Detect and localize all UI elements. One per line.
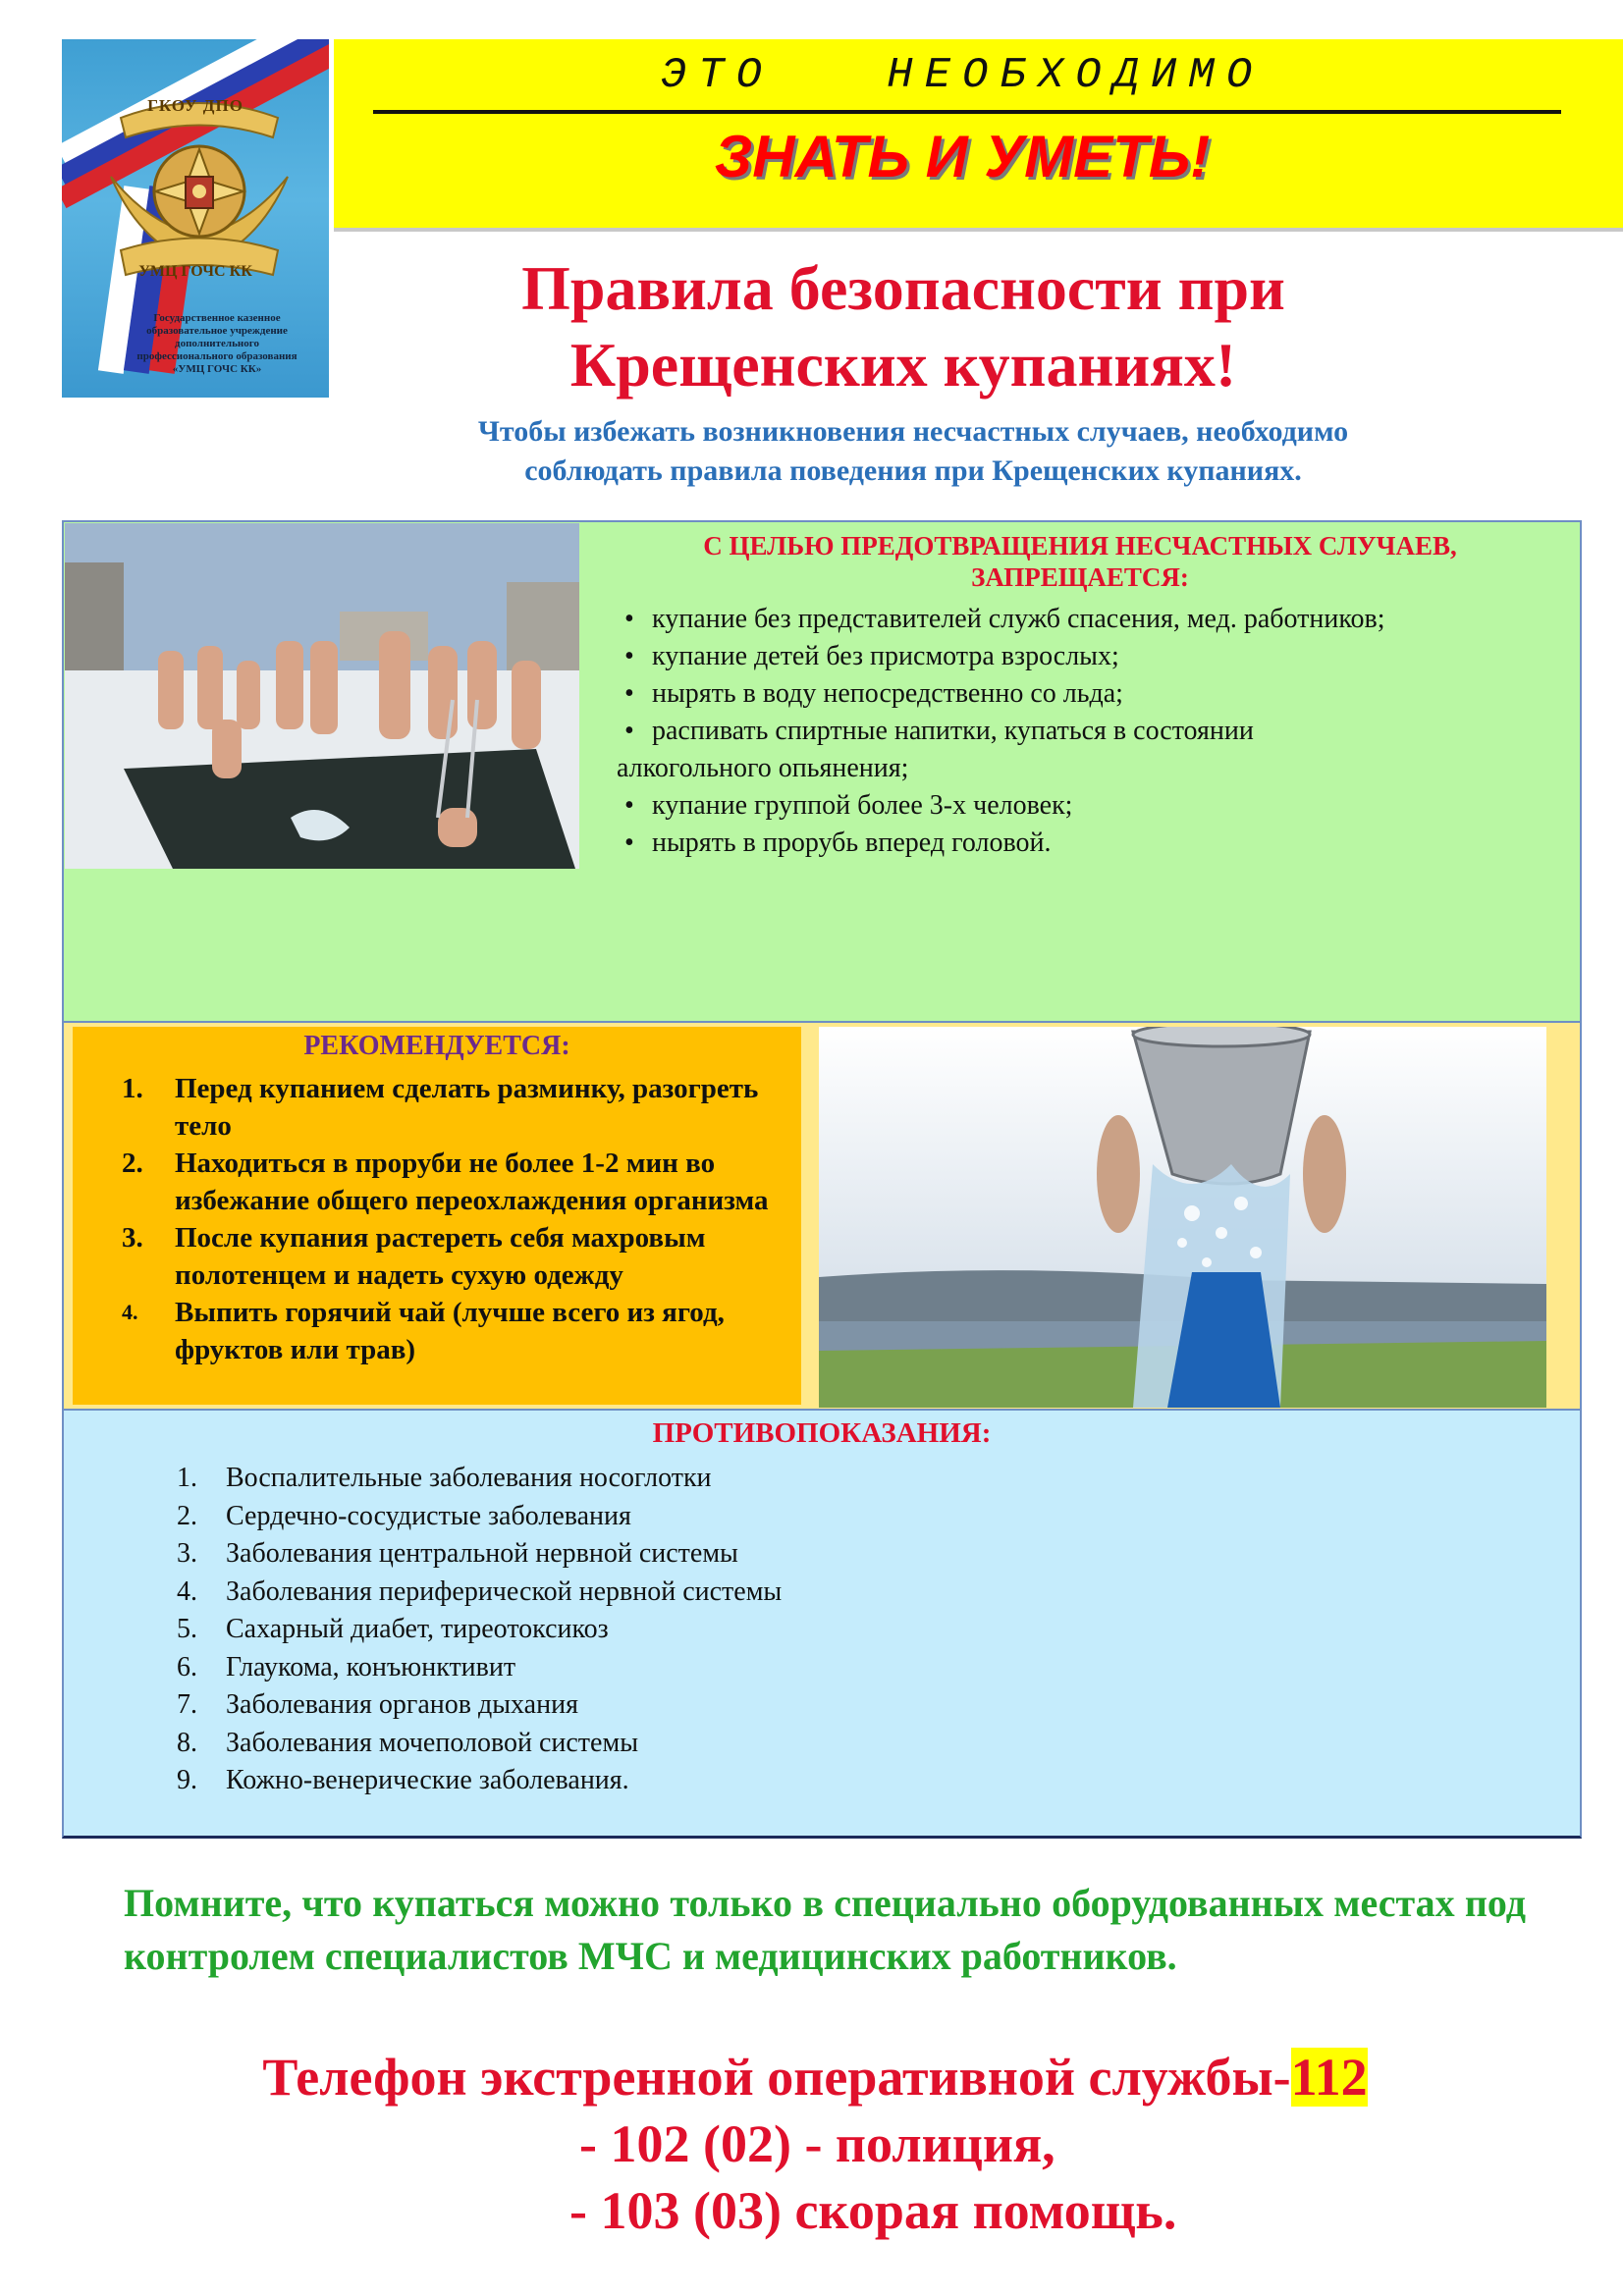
recommended-title: РЕКОМЕНДУЕТСЯ: [303,1031,570,1061]
list-item [177,1574,1453,1612]
contraindication-item: Сахарный диабет, тиреотоксикоз [226,1614,609,1644]
subtitle-line2: соблюдать правила поведения при Крещенских купаниях. [524,454,1302,487]
prohibited-item-2: купание детей без присмотра взрослых; [652,641,1119,671]
ambulance-phone: - 103 (03) скорая помощь. [569,2181,1177,2240]
prohibited-item-4-cont: алкогольного опьянения; [617,753,909,783]
list-number: 5. [177,1614,197,1644]
prohibited-list [617,601,1559,862]
bucket-pour-photo [819,1027,1546,1408]
recommended-item-2: Находиться в проруби не более 1-2 мин во избежание общего переохлаждения организма [175,1148,769,1216]
list-number: 2. [122,1148,143,1179]
contraindication-item: Сердечно-сосудистые заболевания [226,1500,631,1531]
list-number: 9. [177,1765,197,1795]
banner-line1: ЭТО НЕОБХОДИМО [660,51,1265,100]
prohibited-item-1: купание без представителей служб спасения, мед. работников; [652,604,1385,634]
list-item [617,713,1559,787]
list-item [617,787,1559,825]
contraindication-item: Заболевания центральной нервной системы [226,1538,738,1569]
list-number: 8. [177,1727,197,1758]
prohibited-title-line2: ЗАПРЕЩАЕТСЯ: [971,562,1189,592]
page-title-line2: Крещенских купаниях! [569,330,1237,400]
list-number: 4. [122,1300,138,1324]
prohibited-title [579,530,1581,593]
page-title [373,250,1434,403]
ice-hole-bathing-photo [65,523,579,869]
prohibited-item-3: нырять в воду непосредственно со льда; [652,678,1123,709]
organization-logo [62,39,329,398]
logo-top-label: ГКОУ ДПО [147,96,243,115]
list-item [617,825,1559,862]
list-item [177,1725,1453,1763]
emergency-phone-label: Телефон экстренной оперативной службы- [262,2048,1291,2107]
contraindication-item: Глаукома, конъюнктивит [226,1651,516,1682]
recommended-item-1: Перед купанием сделать разминку, разогреть тело [175,1073,759,1142]
prohibited-item-4: распивать спиртные напитки, купаться в состоянии [652,716,1254,746]
list-number: 4. [177,1575,197,1607]
list-item [177,1762,1453,1800]
emergency-line [98,2044,1532,2110]
list-number: 6. [177,1651,197,1682]
emergency-phone-number: 112 [1290,2048,1368,2107]
list-item [122,1219,799,1294]
logo-caption: Государственное казенное образовательное учреждение дополнительного профессионального образования «УМЦ ГОЧС КК» [136,312,298,375]
banner-line2: ЗНАТЬ И УМЕТЬ! [714,124,1211,189]
banner-rule [373,110,1561,114]
prohibited-title-line1: С ЦЕЛЬЮ ПРЕДОТВРАЩЕНИЯ НЕСЧАСТНЫХ СЛУЧАЕВ, [703,531,1457,561]
list-number: 1. [177,1463,197,1493]
list-number: 1. [122,1073,143,1104]
emergency-phones [98,2044,1532,2244]
contraindication-item: Воспалительные заболевания носоглотки [226,1463,712,1493]
banner-bottom-shadow [334,228,1623,232]
contraindication-item: Кожно-венерические заболевания. [226,1765,629,1795]
page-subtitle [295,412,1532,491]
prohibited-item-6: нырять в прорубь вперед головой. [652,828,1052,858]
list-item [617,638,1559,675]
police-phone: - 102 (02) - полиция, [579,2114,1055,2173]
list-item [122,1070,799,1145]
list-number: 7. [177,1689,197,1720]
logo-bottom-label: УМЦ ГОЧС КК [138,263,252,280]
list-item [177,1498,1453,1536]
prohibited-item-5: купание группой более 3-х человек; [652,790,1073,821]
list-item [122,1294,799,1368]
recommended-item-3: После купания растереть себя махровым полотенцем и надеть сухую одежду [175,1222,706,1291]
list-number: 2. [177,1500,197,1531]
list-item [177,1535,1453,1574]
list-number: 3. [177,1538,197,1569]
contraindication-item: Заболевания органов дыхания [226,1689,578,1720]
list-item [617,675,1559,713]
list-item [177,1649,1453,1687]
list-item [177,1611,1453,1649]
list-item [122,1145,799,1219]
list-item [617,601,1559,638]
subtitle-line1: Чтобы избежать возникновения несчастных случаев, необходимо [477,415,1349,448]
list-item [177,1686,1453,1725]
safety-reminder: Помните, что купаться можно только в специально оборудованных местах под контролем специалистов МЧС и медицинских работников. [124,1881,1526,1978]
contraindications-title: ПРОТИВОПОКАЗАНИЯ: [652,1417,992,1449]
list-item [177,1460,1453,1498]
recommended-item-4: Выпить горячий чай (лучше всего из ягод, фруктов или трав) [175,1297,725,1365]
contraindication-item: Заболевания мочеполовой системы [226,1727,638,1758]
contraindications-list [177,1460,1453,1800]
list-number: 3. [122,1222,143,1254]
recommended-list [122,1070,799,1368]
contraindication-item: Заболевания периферической нервной системы [226,1575,783,1607]
page-title-line1: Правила безопасности при [521,253,1285,323]
